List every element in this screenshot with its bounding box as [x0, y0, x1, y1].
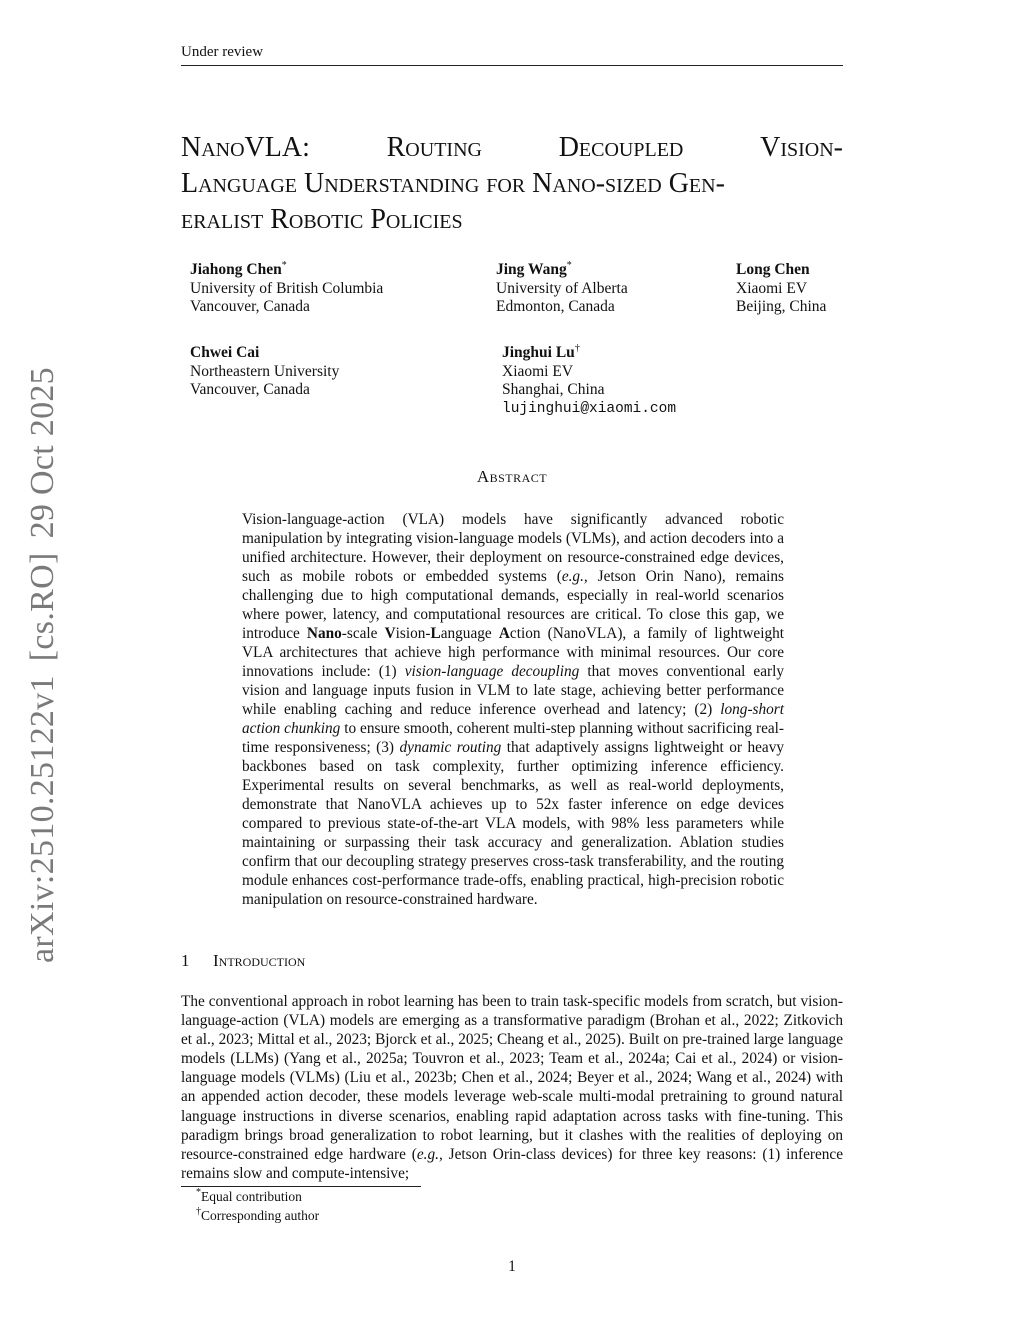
- equal-contribution-mark: *: [566, 260, 572, 271]
- page-number: 1: [508, 1258, 516, 1275]
- author-location: Beijing, China: [736, 298, 827, 315]
- title-word: Routing: [386, 132, 482, 163]
- title-word: Vision-: [760, 132, 843, 163]
- arxiv-id[interactable]: arXiv:2510.25122v1: [24, 675, 61, 963]
- author-affiliation: Northeastern University: [190, 362, 340, 380]
- arxiv-date: 29 Oct 2025: [24, 367, 61, 539]
- author-location: Edmonton, Canada: [496, 298, 615, 315]
- section-number: 1: [181, 951, 190, 970]
- author-name: Chwei Cai: [190, 344, 260, 361]
- title-line-2: Language Understanding for Nano-sized Gen-: [181, 168, 725, 199]
- author-location: Vancouver, Canada: [190, 381, 310, 398]
- author-name: Jinghui Lu: [502, 344, 575, 361]
- corresponding-author-mark: †: [574, 343, 580, 354]
- author-email[interactable]: lujinghui@xiaomi.com: [502, 400, 677, 417]
- author-affiliation: Xiaomi EV: [736, 279, 808, 297]
- running-header: Under review: [181, 44, 843, 66]
- author-location: Vancouver, Canada: [190, 298, 310, 315]
- section-title: Introduction: [213, 951, 306, 970]
- author-name: Jiahong Chen: [190, 261, 282, 278]
- abstract-heading: Abstract: [476, 467, 548, 486]
- author-name: Long Chen: [736, 261, 810, 278]
- author-block: [736, 261, 826, 317]
- author-block: [496, 261, 628, 317]
- title-word: Decoupled: [558, 132, 684, 163]
- title-line-1: [181, 130, 843, 166]
- section-heading-introduction: [181, 951, 305, 971]
- footnote-corresponding-author: †Corresponding author: [196, 1206, 320, 1223]
- author-block: [190, 344, 339, 400]
- author-name: Jing Wang: [496, 261, 567, 278]
- equal-contribution-mark: *: [281, 260, 287, 271]
- author-affiliation: University of Alberta: [496, 279, 628, 297]
- introduction-paragraph: The conventional approach in robot learning has been to train task-specific models from scratch, but vision-language-action (VLA) models are emerging as a transformative paradigm (Brohan et al., 2022; Zitkovich et al., 2023; Mittal et al., 2023; Bjorck et al., 2025; Cheang et al., 2025). Built on pre-trained large language models (LLMs) (Yang et al., 2025a; Touvron et al., 2023; Team et al., 2024a; Cai et al., 2024) or vision-language models (VLMs) (Liu et al., 2023b; Chen et al., 2024; Beyer et al., 2024; Wang et al., 2024) with an appended action decoder, these models leverage web-scale multi-modal pretraining to ground natural language instructions in diverse scenarios, enabling rapid adaptation across tasks with fine-tuning. This paradigm brings broad generalization to robot learning, but it clashes with the realities of deploying on resource-constrained edge hardware (e.g., Jetson Orin-class devices) for three key reasons: (1) inference remains slow and compute-intensive;: [181, 993, 843, 1182]
- author-location: Shanghai, China: [502, 381, 605, 398]
- arxiv-stamp: [24, 367, 62, 963]
- footnote-rule: [181, 1186, 421, 1187]
- paper-title: [181, 130, 843, 238]
- author-affiliation: Xiaomi EV: [502, 362, 574, 380]
- author-affiliation: University of British Columbia: [190, 279, 384, 297]
- title-line-3: eralist Robotic Policies: [181, 204, 463, 235]
- title-word: NanoVLA:: [181, 132, 310, 163]
- footnote-equal-contribution: *Equal contribution: [196, 1187, 302, 1204]
- arxiv-category: [cs.RO]: [24, 552, 61, 662]
- author-block: [190, 261, 383, 317]
- author-block: [502, 344, 676, 418]
- abstract-body: Vision-language-action (VLA) models have significantly advanced robotic manipulation by integrating vision-language models (VLMs), and action decoders into a unified architecture. However, their deployment on resource-constrained edge devices, such as mobile robots or embedded systems (e.g., Jetson Orin Nano), remains challenging due to high computational demands, especially in real-world scenarios where power, latency, and computational resources are critical. To close this gap, we introduce Nano-scale Vision-Language Action (NanoVLA), a family of lightweight VLA architectures that achieve high performance with minimal resources. Our core innovations include: (1) vision-language decoupling that moves conventional early vision and language inputs fusion in VLM to late stage, achieving better performance while enabling caching and reduce inference overhead and latency; (2) long-short action chunking to ensure smooth, coherent multi-step planning without sacrificing real-time responsiveness; (3) dynamic routing that adaptively assigns lightweight or heavy backbones based on task complexity, further optimizing inference efficiency. Experimental results on several benchmarks, as well as real-world deployments, demonstrate that NanoVLA achieves up to 52x faster inference on edge devices compared to previous state-of-the-art VLA models, with 98% less parameters while maintaining or surpassing their task accuracy and generalization. Ablation studies confirm that our decoupling strategy preserves cross-task transferability, and the routing module enhances cost-performance trade-offs, enabling practical, high-precision robotic manipulation on resource-constrained hardware.: [242, 511, 785, 908]
